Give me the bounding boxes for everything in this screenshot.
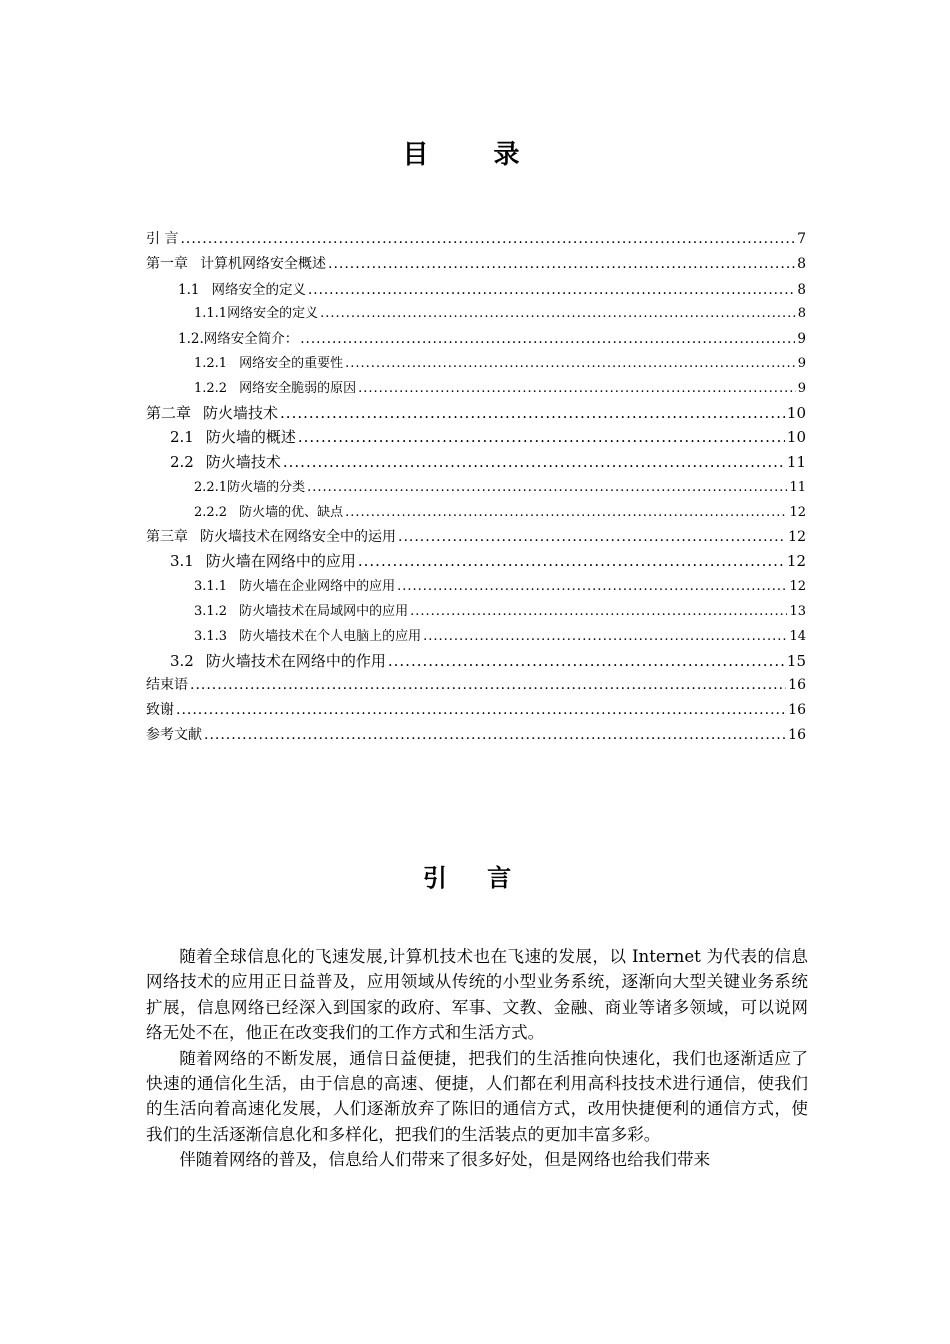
toc-entry[interactable]: [146, 327, 806, 352]
toc-entry-label: [146, 402, 278, 423]
toc-entry-number: 1.1: [178, 281, 200, 298]
toc-entry-text: 计算机网络安全概述: [200, 255, 326, 272]
toc-entry-number: 3.1: [170, 552, 194, 571]
toc-entry-text: 1.2.网络安全简介：: [178, 331, 299, 348]
toc-entry-label: [194, 501, 343, 520]
toc-entry-page: 9: [797, 355, 806, 371]
toc-entry-page: 7: [797, 231, 806, 247]
table-of-contents: [146, 228, 806, 749]
toc-entry-page: 12: [786, 552, 806, 571]
toc-entry[interactable]: [146, 575, 806, 600]
toc-entry[interactable]: [146, 302, 806, 327]
toc-entry-page: 12: [789, 504, 806, 520]
toc-entry-text: 2.2.1防火墙的分类: [194, 479, 306, 495]
toc-entry[interactable]: [146, 699, 806, 724]
toc-entry-page: 13: [789, 603, 806, 619]
toc-entry[interactable]: [146, 550, 806, 575]
toc-entry-page: 9: [797, 331, 806, 348]
toc-entry-label: [194, 575, 395, 594]
toc-entry-number: 3.2: [170, 651, 194, 670]
toc-leader-dots: [423, 629, 787, 644]
toc-entry-label: [194, 600, 408, 619]
toc-entry-number: 2.2: [170, 453, 194, 472]
toc-leader-dots: [397, 579, 787, 594]
toc-entry-page: 16: [788, 726, 806, 743]
toc-leader-dots: [308, 282, 795, 298]
toc-leader-dots: [388, 652, 785, 670]
toc-entry-page: 15: [786, 651, 806, 670]
toc-entry-text: 防火墙技术在局域网中的应用: [239, 603, 409, 619]
paragraph: 伴随着网络的普及，信息给人们带来了很多好处，但是网络也给我们带来: [179, 1150, 711, 1170]
paragraph: 随着网络的不断发展，通信日益便捷，把我们的生活推向快速化，我们也逐渐适应了快速的通信化生活，由于信息的高速、便捷，人们都在利用高科技技术进行通信，使我们的生活向着高速化发展，人们逐渐放弃了陈旧的通信方式，改用快捷便利的通信方式，使我们的生活逐渐信息化和多样化，把我们的生活装点的更加丰富多彩。: [146, 1048, 808, 1144]
toc-entry-text: 网络安全脆弱的原因: [239, 380, 357, 396]
toc-entry-label: [170, 650, 386, 671]
toc-entry-text: 结束语: [146, 677, 188, 694]
toc-entry-label: [178, 327, 298, 347]
toc-entry-number: 3.1.3: [194, 628, 228, 644]
toc-title: 目 录: [402, 140, 548, 170]
toc-entry-number: 2.1: [170, 428, 194, 447]
toc-entry-label: [146, 253, 326, 273]
toc-leader-dots: [345, 356, 796, 371]
toc-entry[interactable]: [146, 228, 806, 253]
toc-leader-dots: [328, 256, 795, 272]
toc-entry-label: [194, 302, 318, 321]
toc-entry[interactable]: [146, 600, 806, 625]
toc-entry-page: 12: [789, 579, 806, 595]
toc-entry[interactable]: [146, 451, 806, 476]
toc-entry[interactable]: [146, 674, 806, 699]
toc-leader-dots: [307, 480, 787, 495]
toc-entry-text: 防火墙技术在网络中的作用: [205, 651, 386, 670]
toc-entry-page: 11: [786, 453, 806, 472]
toc-entry-number: 1.2.1: [194, 355, 228, 371]
toc-entry[interactable]: [146, 625, 806, 650]
toc-entry-text: 防火墙在网络中的应用: [205, 552, 356, 571]
toc-entry-text: 防火墙的优、缺点: [239, 504, 344, 520]
toc-entry-label: [146, 674, 188, 694]
toc-entry[interactable]: [146, 724, 806, 749]
toc-entry[interactable]: [146, 253, 806, 278]
toc-entry-label: [178, 278, 306, 298]
toc-leader-dots: [320, 306, 796, 321]
toc-entry[interactable]: [146, 476, 806, 501]
toc-entry-text: 防火墙在企业网络中的应用: [239, 579, 396, 595]
toc-entry[interactable]: [146, 501, 806, 526]
toc-entry-label: [170, 451, 281, 472]
toc-entry-label: [146, 228, 178, 248]
toc-entry-text: 1.1.1网络安全的定义: [194, 306, 319, 322]
toc-entry-text: 引 言: [146, 231, 179, 247]
toc-leader-dots: [176, 702, 786, 718]
toc-entry-text: 防火墙技术在网络安全中的运用: [200, 528, 396, 545]
toc-entry-number: 第一章: [146, 255, 188, 272]
toc-entry-label: [170, 426, 296, 447]
toc-entry-number: 第二章: [146, 403, 192, 422]
toc-entry-number: 1.2.2: [194, 380, 228, 396]
toc-entry-label: [194, 625, 421, 644]
toc-entry-page: 16: [788, 677, 806, 694]
toc-entry-page: 9: [797, 380, 806, 396]
toc-entry[interactable]: [146, 426, 806, 451]
toc-entry-text: 防火墙技术在个人电脑上的应用: [239, 628, 422, 644]
toc-entry-label: [146, 724, 202, 744]
toc-entry[interactable]: [146, 402, 806, 427]
toc-entry-page: 10: [786, 403, 806, 422]
toc-entry-page: 16: [788, 702, 806, 719]
toc-leader-dots: [283, 453, 785, 471]
toc-leader-dots: [300, 331, 795, 347]
toc-leader-dots: [345, 505, 787, 520]
toc-entry-label: [146, 526, 396, 546]
toc-leader-dots: [298, 428, 785, 446]
toc-leader-dots: [358, 381, 796, 396]
toc-entry-page: 11: [789, 479, 806, 495]
toc-entry[interactable]: [146, 377, 806, 402]
toc-entry[interactable]: [146, 526, 806, 551]
toc-entry-page: 8: [797, 255, 806, 272]
toc-entry-text: 网络安全的定义: [211, 281, 306, 298]
toc-entry-number: 2.2.2: [194, 504, 228, 520]
toc-entry-text: 致谢: [146, 702, 174, 719]
section-title: 引 言: [422, 864, 528, 892]
toc-leader-dots: [204, 727, 786, 743]
toc-entry-text: 防火墙技术: [205, 453, 281, 472]
toc-entry-label: [146, 699, 174, 719]
toc-entry-label: [194, 476, 305, 495]
toc-entry-label: [194, 377, 356, 396]
toc-entry-number: 3.1.1: [194, 579, 228, 595]
toc-entry-text: 参考文献: [146, 726, 202, 743]
toc-entry-page: 10: [786, 428, 806, 447]
toc-entry-text: 网络安全的重要性: [239, 355, 344, 371]
toc-entry-page: 8: [797, 306, 806, 322]
section-body: [146, 944, 808, 1173]
toc-leader-dots: [358, 552, 785, 570]
toc-leader-dots: [280, 404, 785, 422]
toc-entry-page: 12: [788, 528, 806, 545]
toc-entry-label: [194, 352, 343, 371]
toc-leader-dots: [410, 604, 787, 619]
toc-entry-text: 防火墙技术: [203, 403, 279, 422]
paragraph: 随着全球信息化的飞速发展,计算机技术也在飞速的发展，以 Internet 为代表的信息网络技术的应用正日益普及，应用领域从传统的小型业务系统，逐渐向大型关键业务系统扩展，信息网络已经深入到国家的政府、军事、文教、金融、商业等诸多领域，可以说网络无处不在，他正在改变我们的工作方式和生活方式。: [146, 947, 808, 1043]
toc-entry[interactable]: [146, 650, 806, 675]
toc-leader-dots: [398, 529, 786, 545]
toc-entry-text: 防火墙的概述: [205, 428, 296, 447]
toc-entry[interactable]: [146, 352, 806, 377]
toc-leader-dots: [180, 231, 795, 247]
toc-entry-page: 8: [797, 281, 806, 298]
toc-entry-number: 3.1.2: [194, 603, 228, 619]
toc-entry-label: [170, 550, 356, 571]
toc-leader-dots: [190, 677, 786, 693]
toc-entry[interactable]: [146, 278, 806, 303]
toc-entry-number: 第三章: [146, 528, 188, 545]
toc-entry-page: 14: [789, 628, 806, 644]
